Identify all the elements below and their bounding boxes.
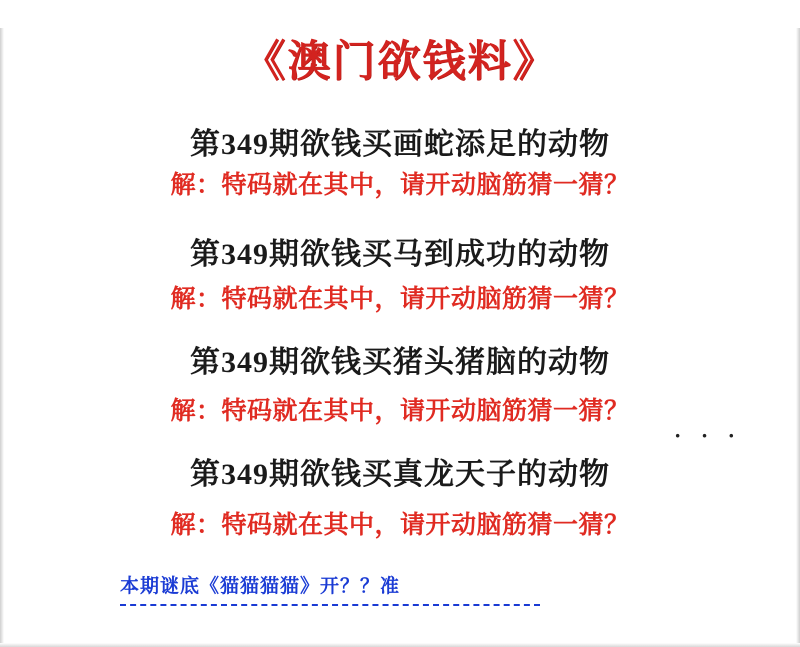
lottery-tip-page (0, 28, 800, 647)
footer-divider (120, 604, 540, 606)
riddle-text-1: 第349期欲钱买画蛇添足的动物 (190, 128, 610, 161)
entry-block-4 (0, 449, 800, 541)
answer-text-2: 解：特码就在其中，请开动脑筋猜一猜？ (170, 286, 630, 313)
riddle-text-4: 第349期欲钱买真龙天子的动物 (190, 458, 610, 491)
page-edge-right (796, 28, 800, 647)
footer-note: 本期谜底《猫猫猫猫》开？？准 (120, 576, 401, 597)
page-edge-left (0, 28, 4, 647)
page-edge-bottom (0, 643, 800, 647)
entry-block-3 (0, 337, 800, 427)
entry-block-2 (0, 229, 800, 315)
page-title: 《澳门欲钱料》 (242, 39, 558, 86)
ellipsis-marks: · · · (673, 423, 742, 448)
riddle-text-2: 第349期欲钱买马到成功的动物 (190, 238, 610, 271)
riddle-text-3: 第349期欲钱买猪头猪脑的动物 (190, 346, 610, 379)
answer-text-1: 解：特码就在其中，请开动脑筋猜一猜？ (170, 172, 630, 199)
entry-block-1 (0, 119, 800, 201)
answer-text-3: 解：特码就在其中，请开动脑筋猜一猜？ (170, 398, 630, 425)
answer-text-4: 解：特码就在其中，请开动脑筋猜一猜？ (170, 512, 630, 539)
